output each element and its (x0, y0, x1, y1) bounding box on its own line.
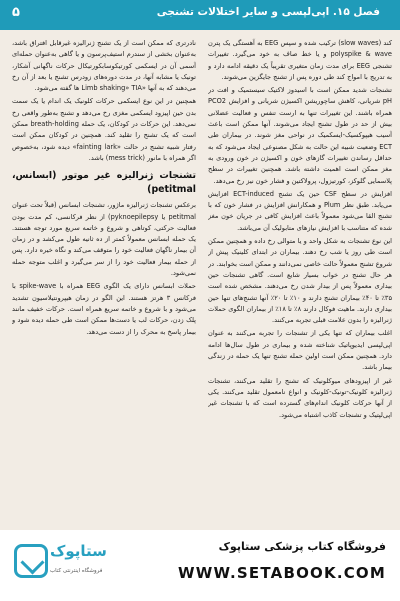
text-column-left (12, 38, 196, 523)
paragraph: غیر از اپیزودهای میوکلونیک که تشنج را تقلید می‌کنند، تشنجات ژنرالیزه کلونیک-تونیک-کلونیک و انواع نامعمول تقلید می‌کنند. یکی از آنها حرکات کلونیک اندام‌های گسترده است که با تشنجات غیر اپی‌لپتیک و تشنجات کاذب اشتباه می‌شود. (208, 376, 392, 419)
chapter-title: فصل ۱۵. اپی‌لپسی و سایر اختلالات تشنجی (156, 6, 380, 18)
section-heading: تشنجات ژنرالیزه غیر موتور (ابسانس، petitmal) (12, 170, 196, 196)
store-url: WWW.SETABOOK.COM (178, 564, 386, 582)
paragraph: افزایش در سطح CSF حین یک تشنج ECT-induced افزایش می‌یابد. طبق نظر Plum و همکارانش افزایش در فشار خون که با تشنج القا می‌شود معمولاً باعث افزایش کافی در جریان خون مغز شده که متناسب با افزایش نیازهای متابولیک آن می‌باشد. (208, 189, 392, 232)
paragraph: تشنجات شدید ممکن است با اسیدوز لاکتیک سیستمیک و افت در pH شریانی، کاهش ساچوریشن اکسیژن شریانی و افزایش PCO2 همراه باشند. این تغییرات تنها به ارست تنفس و فعالیت عضلانی بیش از حد در طول تشنج ایجاد می‌شوند. آنها ممکن است باعث آسیب هیپوکسیک-ایسکمیک در نواحی مغز شوند. در بیماران طی ECT وضعیت شبیه این حالت به شکل مصنوعی ایجاد می‌شود که به حداقل رساندن تغییرات گازهای خون و اکسیژن در خون ورودی به مغز ممکن است اهمیت داشته باشد. همچنین تغییرات در سطح پلاسمایی گلوکز، کورتیزول، پرولاکتین و فشار خون نیز رخ می‌دهد. (208, 86, 392, 185)
page-number: ۵ (12, 5, 20, 20)
publisher-banner (0, 530, 400, 601)
text-column-right (208, 38, 392, 523)
paragraph: اغلب بیماران که تنها یکی از تشنجات را تجربه می‌کنند به عنوان اپی‌لپسی ایدیوپاتیک شناخته شده و بیماری در طول سال‌ها ادامه دارد. همچنین ممکن است اولین حمله تشنج تنها یک حمله در زندگی بیمار باشد. (208, 329, 392, 372)
logo-wordmark: ستاپوک (50, 542, 107, 560)
store-name: فروشگاه کتاب پزشکی ستاپوک (218, 540, 386, 553)
paragraph: کند (slow waves) ترکیب شده و سپس EEG به آهستگی یک پترن polyspike & wave و یا خط صاف به خود می‌گیرد. تغییرات تشنجی EEG برای مدت زمان متغیری تقریباً یک دقیقه ادامه دارد و به تدریج با امواج کند طی دوره پس از تشنج جایگزین می‌شوند. (208, 39, 392, 81)
setabook-logo (14, 540, 107, 586)
paragraph: این نوع تشنجات به شکل واحد و یا متوالی رخ داده و همچنین ممکن است طی روز یا شب رخ دهند. بیماران در ابتدای کلینیک پیش از شروع تشنج معمولاً حالت خاصی نمی‌دانند و ممکن است بخوابند. در هر حال تشنج در خواب بسیار شایع است. گاهی تشنجات حین بیداری معمولاً پس از بیدار شدن رخ می‌دهند. مشخص شده است ۳۵٪ تا ۴۰٪ بیماران تشنج دارند و ۱۰٪ تا ۲۰٪ آنها تشنج‌های تنها حین بیداری دارند. ماهیت فوکال دارند ۸٪ تا ۱۸٪ از بیماران الگوی حملات ژنرالیزه را بدون علامت قبلی تجربه می‌کنند. (208, 237, 392, 325)
logo-subtitle: فروشگاه اینترنتی کتاب (50, 568, 103, 574)
chapter-header (0, 0, 400, 30)
logo-mark-icon (14, 544, 48, 578)
paragraph: برعکس تشنجات ژنرالیزه ماژور، تشنجات ابسانس (قبلاً تحت عنوان petitmal یا pyknoepilepsy) از نظر فرکانسی، کم مدت بودن فعالیت حرکتی، کوتاهی و شروع و خاتمه سریع مورد توجه هستند. یک حمله ابسانس معمولاً کمتر از ده ثانیه طول می‌کشد و در زمان آن بیمار ناگهان فعالیت خود را متوقف می‌کند و نگاه خیره دارد. پس از حمله بیمار فعالیت خود را از سر می‌گیرد و اغلب متوجه حمله نمی‌شود. (12, 201, 196, 278)
paragraph: همچنین در این نوع ایسکمی حرکات کلونیک یک اندام یا یک سمت بدن حین اپیزود ایسکمی مغزی رخ می‌دهد و تشنج به‌طور واقعی رخ نمی‌دهد. این حرکات در کودکان، یک حمله breath-holding ممکن است که یک تشنج را تقلید کند. همچنین در کودکان ممکن است رفتار شبیه تشنج در حالت «fainting lark» دیده شود، به‌خصوص اگر همراه با مانور (mess trick) باشد. (12, 97, 196, 162)
paragraph: نادرتری که ممکن است از یک تشنج ژنرالیزه غیرقابل افتراق باشد، به‌عنوان بخشی از سندرم استیف‌پرسون و یا گاهی به‌عنوان حمله‌ای آسمی آن در ایسکمی کورتیکوسابکورتیکال حرکات ناگهانی آشکار، تونیک یا مشابه آنها، در مدت دوره‌های زودرس تشنج یا بعد از آن رخ می‌دهند که به آنها «Limb shaking» TIA ها گفته می‌شود. (12, 39, 196, 93)
paragraph: حملات ابسانس دارای یک الگوی EEG همراه با spike-wave با فرکانس ۳ هرتز هستند. این الگو در زمان هیپرونتیلاسیون تشدید می‌شود و با شروع و خاتمه سریع همراه است. حرکات خفیف مانند پلک زدن، حرکات لب یا دست‌ها ممکن است طی حمله دیده شود و بیمار پاسخ به محرک را از دست می‌دهد. (12, 282, 196, 336)
